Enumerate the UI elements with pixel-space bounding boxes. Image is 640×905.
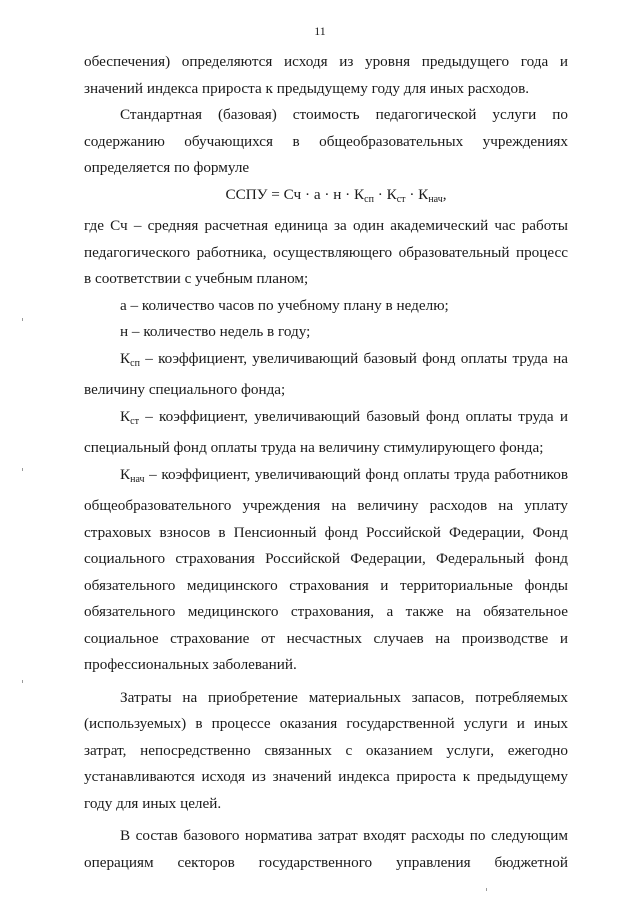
ksp-subscript: сп	[130, 357, 140, 369]
paragraph-def-sch: где Сч – средняя расчетная единица за один академический час работы педагогического работника, осуществляющего образовательный процесс в соответствии с учебным планом;	[84, 217, 568, 287]
formula-end: ,	[442, 185, 447, 203]
formula-sub-st: ст	[396, 193, 406, 205]
paragraph-continuation: обеспечения) определяются исходя из уровня предыдущего года и значений индекса прироста к предыдущему году для иных расходов.	[84, 53, 568, 97]
formula-mid1: · К	[373, 185, 397, 203]
paragraph-base-norm: В состав базового норматива затрат входят расходы по следующим операциям секторов государственного управления бюджетной	[84, 827, 568, 871]
scan-speck	[22, 680, 23, 683]
knach-symbol: К	[120, 465, 131, 483]
scan-speck	[22, 468, 23, 471]
kst-text: – коэффициент, увеличивающий базовый фонд оплаты труда и специальный фонд оплаты труда на величину стимулирующего фонда;	[84, 407, 568, 456]
scan-speck	[486, 888, 487, 891]
paragraph-def-ksp	[84, 346, 568, 404]
formula-mid2: · К	[405, 185, 429, 203]
formula-sspu	[84, 182, 568, 214]
ksp-text: – коэффициент, увеличивающий базовый фонд оплаты труда на величину специального фонда;	[84, 349, 568, 398]
kst-subscript: ст	[130, 415, 139, 427]
formula-sub-nach: нач	[428, 193, 443, 205]
knach-text: – коэффициент, увеличивающий фонд оплаты труда работников общеобразовательного учреждения на величину расходов на уплату страховых взносов в Пенсионный фонд Российской Федерации, Фонд социального страхования Российской Федерации, Федеральный фонд обязательного медицинского страхования и территориальные фонды обязательного медицинского страхования, а также на обязательное социальное страхование от несчастных случаев на производстве и профессиональных заболеваний.	[84, 465, 568, 673]
paragraph-standard-cost: Стандартная (базовая) стоимость педагогической услуги по содержанию обучающихся в общеобразовательных учреждениях определяется по формуле	[84, 106, 568, 176]
ksp-symbol: К	[120, 349, 131, 367]
paragraph-def-n: н – количество недель в году;	[120, 323, 311, 340]
formula-lhs: ССПУ = Сч · а · н · К	[225, 185, 365, 203]
formula-sub-sp: сп	[364, 193, 374, 205]
paragraph-def-knach	[84, 462, 568, 679]
body-text	[84, 49, 568, 876]
paragraph-def-kst	[84, 404, 568, 462]
page-number: 11	[314, 24, 326, 38]
knach-subscript: нач	[130, 473, 145, 485]
kst-symbol: К	[120, 407, 131, 425]
paragraph-material-costs: Затраты на приобретение материальных запасов, потребляемых (используемых) в процессе оказания государственной услуги и иных затрат, непосредственно связанных с оказанием услуги, ежегодно устанавливаются исходя из значений индекса прироста к предыдущему году для иных целей.	[84, 688, 568, 812]
paragraph-def-a: а – количество часов по учебному плану в неделю;	[120, 296, 449, 314]
scan-speck	[22, 318, 23, 321]
